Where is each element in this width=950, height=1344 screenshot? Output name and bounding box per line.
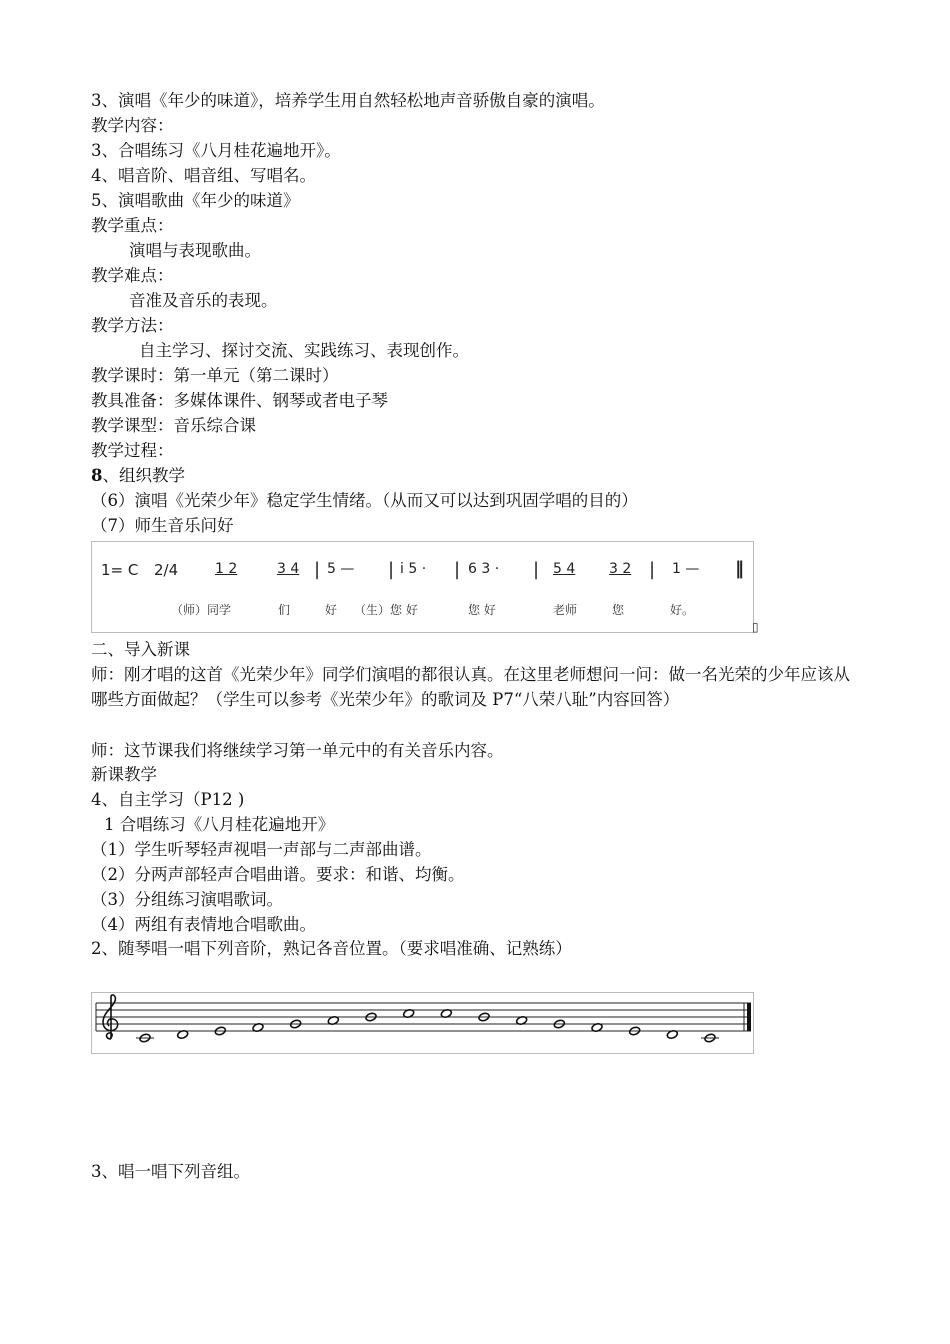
time-signature: 2/4 [154,561,179,579]
whole-note [136,1033,154,1043]
barline: | [649,559,656,580]
key-points-label: 教学重点： [91,216,174,235]
lyric: 您 好 [468,603,496,617]
final-barline-thick [747,1003,751,1031]
lyric: （师）同学 [171,603,232,617]
barline: | [454,559,461,580]
item-2: 2、随琴唱一唱下列音阶，熟记各音位置。（要求唱准确、记熟练） [91,939,572,958]
whole-note [701,1033,719,1043]
note-group: i 5 · [400,561,427,577]
corner-mark: ▯ [752,620,759,634]
organize-number: 8 [91,466,103,485]
lyric: 好 [325,603,338,617]
methods-label: 教学方法： [91,316,174,335]
content-item-4: 4、唱音阶、唱音组、写唱名。 [91,166,316,185]
organize-teaching: 8、组织教学 [91,466,185,485]
jianpu-notation [91,541,754,633]
barline: | [388,559,395,580]
content-item-5: 5、演唱歌曲《年少的味道》 [91,191,300,210]
lyric: 您 [612,603,625,617]
objective-3: 3、演唱《年少的味道》，培养学生用自然轻松地声音骄傲自豪的演唱。 [91,91,605,110]
note-group: 3 2 [609,561,632,577]
organize-text: 组织教学 [118,466,185,485]
note-group: 6 3 · [468,561,500,577]
sub-item-1: 1 合唱练习《八月桂花遍地开》 [104,815,335,834]
lyric: 好。 [670,603,695,617]
class-hours: 教学课时：第一单元（第二课时） [91,366,339,385]
section2-para2: 师：这节课我们将继续学习第一单元中的有关音乐内容。 [91,741,504,760]
staff-lines [96,1003,751,1031]
methods-text: 自主学习、探讨交流、实践练习、表现创作。 [139,341,469,360]
note-group: 1 2 [215,561,238,577]
barline: | [533,559,540,580]
difficulties-text: 音准及音乐的表现。 [129,291,278,310]
practice-step: （2）分两声部轻声合唱曲谱。要求：和谐、均衡。 [91,865,465,884]
lyric: 们 [278,603,291,617]
final-barline: ‖ [735,558,744,579]
note-group: 5 4 [553,561,576,577]
content-item-3: 3、合唱练习《八月桂花遍地开》。 [91,141,341,160]
teaching-content-label: 教学内容： [91,116,174,135]
item-3: 3、唱一唱下列音组。 [91,1162,250,1181]
key-signature: 1= C [101,561,139,579]
step-6: （6）演唱《光荣少年》稳定学生情绪。（从而又可以达到巩固学唱的目的） [91,491,638,510]
lyric: （生）您 好 [354,603,418,617]
lyric: 老师 [553,603,578,617]
practice-step: （4）两组有表情地合唱歌曲。 [91,915,316,934]
staff-notes [136,1009,719,1043]
barline: | [314,559,321,580]
section2-heading: 二、导入新课 [91,640,190,659]
difficulties-label: 教学难点： [91,266,174,285]
item-4: 4、自主学习（P12 ) [91,790,245,809]
lesson-type: 教学课型：音乐综合课 [91,416,256,435]
key-points-text: 演唱与表现歌曲。 [129,241,261,260]
teaching-aids: 教具准备：多媒体课件、钢琴或者电子琴 [91,391,388,410]
note-group: 5 — [327,561,355,577]
staff-notation [91,992,754,1054]
step-7: （7）师生音乐问好 [91,516,234,535]
section2-para1: 师：刚才唱的这首《光荣少年》同学们演唱的都很认真。在这里老师想问一问：做一名光荣的少年应该从哪些方面做起？（学生可以参考《光荣少年》的歌词及 P7“八荣八耻”内容回答） [91,665,850,709]
new-lesson-label: 新课教学 [91,765,157,784]
note-group: 3 4 [277,561,300,577]
practice-step: （3）分组练习演唱歌词。 [91,890,283,909]
staff-svg [92,993,753,1053]
note-group: 1 — [672,561,700,577]
teaching-process-label: 教学过程： [91,441,174,460]
practice-step: （1）学生听琴轻声视唱一声部与二声部曲谱。 [91,840,432,859]
